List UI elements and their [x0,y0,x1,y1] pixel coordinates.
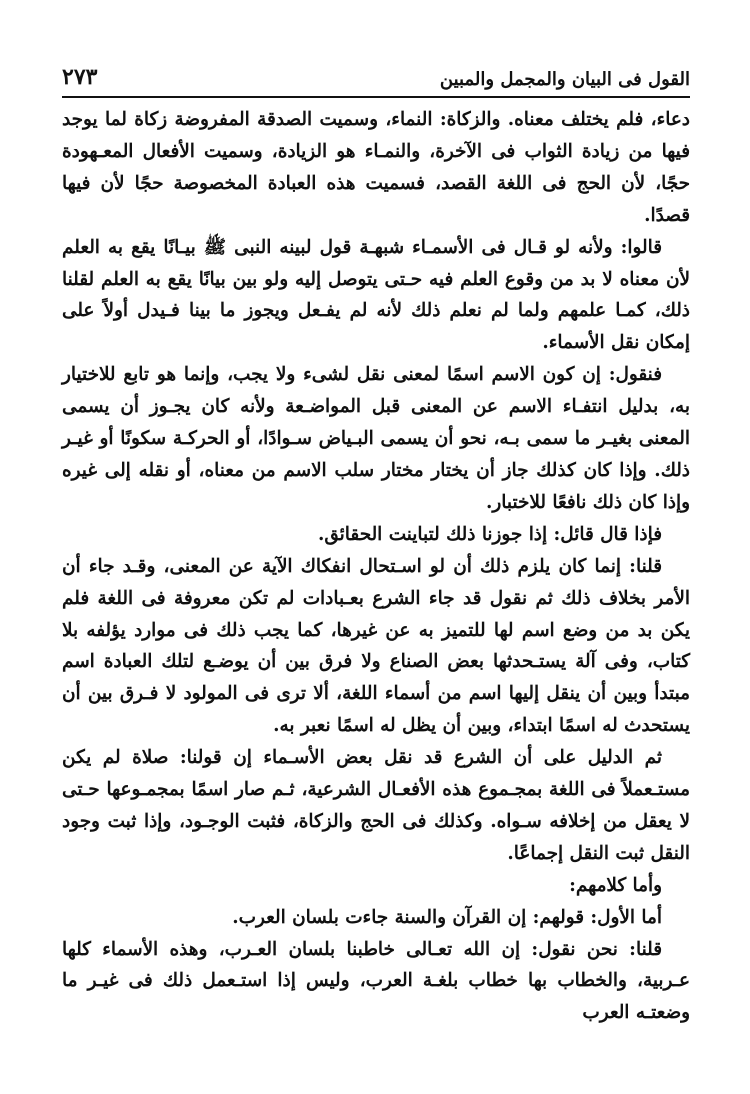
paragraph: قالوا: ولأنه لو قـال فى الأسمـاء شبهـة قول لبينه النبى ﷺ بيـانًا يقع به العلم لأن معناه لا بد من وقوع العلم فيه حـتى يتوصل إليه ولو بين بيانًا يقع به العلم لقلنا ذلك، كمـا علمهم ولما لم نعلم ذلك لأنه لم يفـعل ويجوز ما بينا فـيدل أولاً على إمكان نقل الأسماء. [62,236,690,354]
paragraph: فإذا قال قائل: إذا جوزنا ذلك لتباينت الحقائق. [317,523,662,545]
page-body [62,104,690,1029]
paragraph: أما الأول: قولهم: إن القرآن والسنة جاءت بلسان العرب. [232,906,662,928]
paragraph: وأما كلامهم: [569,874,662,896]
page-header [62,54,690,90]
running-title: القول فى البيان والمجمل والمبين [439,69,690,90]
paragraph: فنقول: إن كون الاسم اسمًا لمعنى نقل لشىء ولا يجب، وإنما هو تابع للاختيار به، بدليل انتفـاء الاسم عن المعنى قبل المواضـعة ولأنه كان يجـوز أن يسمى المعنى بغيـر ما سمى بـه، نحو أن يسمى البـياض سـوادًا، أو الحركـة سكونًا أو غيـر ذلك. وإذا كان كذلك جاز أن يختار مختار سلب الاسم من معناه، أو نقله إلى غيره وإذا كان ذلك نافعًا للاختبار. [62,364,690,513]
paragraph: ثم الدليل على أن الشرع قد نقل بعض الأسـماء إن قولنا: صلاة لم يكن مستـعملاً فى اللغة بمجـموع هذه الأفعـال الشرعية، ثـم صار اسمًا بمجمـوعها حـتى لا يعقل من إخلافه سـواه. وكذلك فى الحج والزكاة، فثبت الوجـود، وإذا ثبت وجود النقل ثبت النقل إجماعًا. [62,747,690,864]
paragraph: قلنا: نحن نقول: إن الله تعـالى خاطبنا بلسان العـرب، وهذه الأسماء كلها عـربية، والخطاب بها خطاب بلغـة العرب، وليس إذا استـعمل ذلك فى غيـر ما وضعتـه العرب [62,938,690,1024]
paragraph: قلنا: إنما كان يلزم ذلك أن لو اسـتحال انفكاك الآية عن المعنى، وقـد جاء أن الأمر بخلاف ذلك ثم نقول قد جاء الشرع بعـبادات لم تكن معروفة فى اللغة فلم يكن بد من وضع اسم لها للتميز به عن غيرها، كما يجب ذلك فى موارد يؤلفه بلا كتاب، وفى آلة يستـحدثها بعض الصناع ولا فرق بين أن يوضـع لتلك العبادة اسم مبتدأ وبين أن ينقل إليها اسم من أسماء اللغة، ألا ترى فى المولود لا فـرق بين أن يستحدث له اسمًا ابتداء، وبين أن يظل له اسمًا نعبر به. [62,555,690,737]
paragraph: دعاء، فلم يختلف معناه. والزكاة: النماء، وسميت الصدقة المفروضة زكاة لما يوجد فيها من زيادة الثواب فى الآخرة، والنمـاء هو الزيادة، وسميت الأفعال المعـهودة حجًا، لأن الحج فى اللغة القصد، فسميت هذه العبادة المخصوصة حجًا لأن فيها قصدًا. [62,109,690,226]
page-number: ٢٧٣ [62,64,98,90]
header-rule [62,96,690,98]
